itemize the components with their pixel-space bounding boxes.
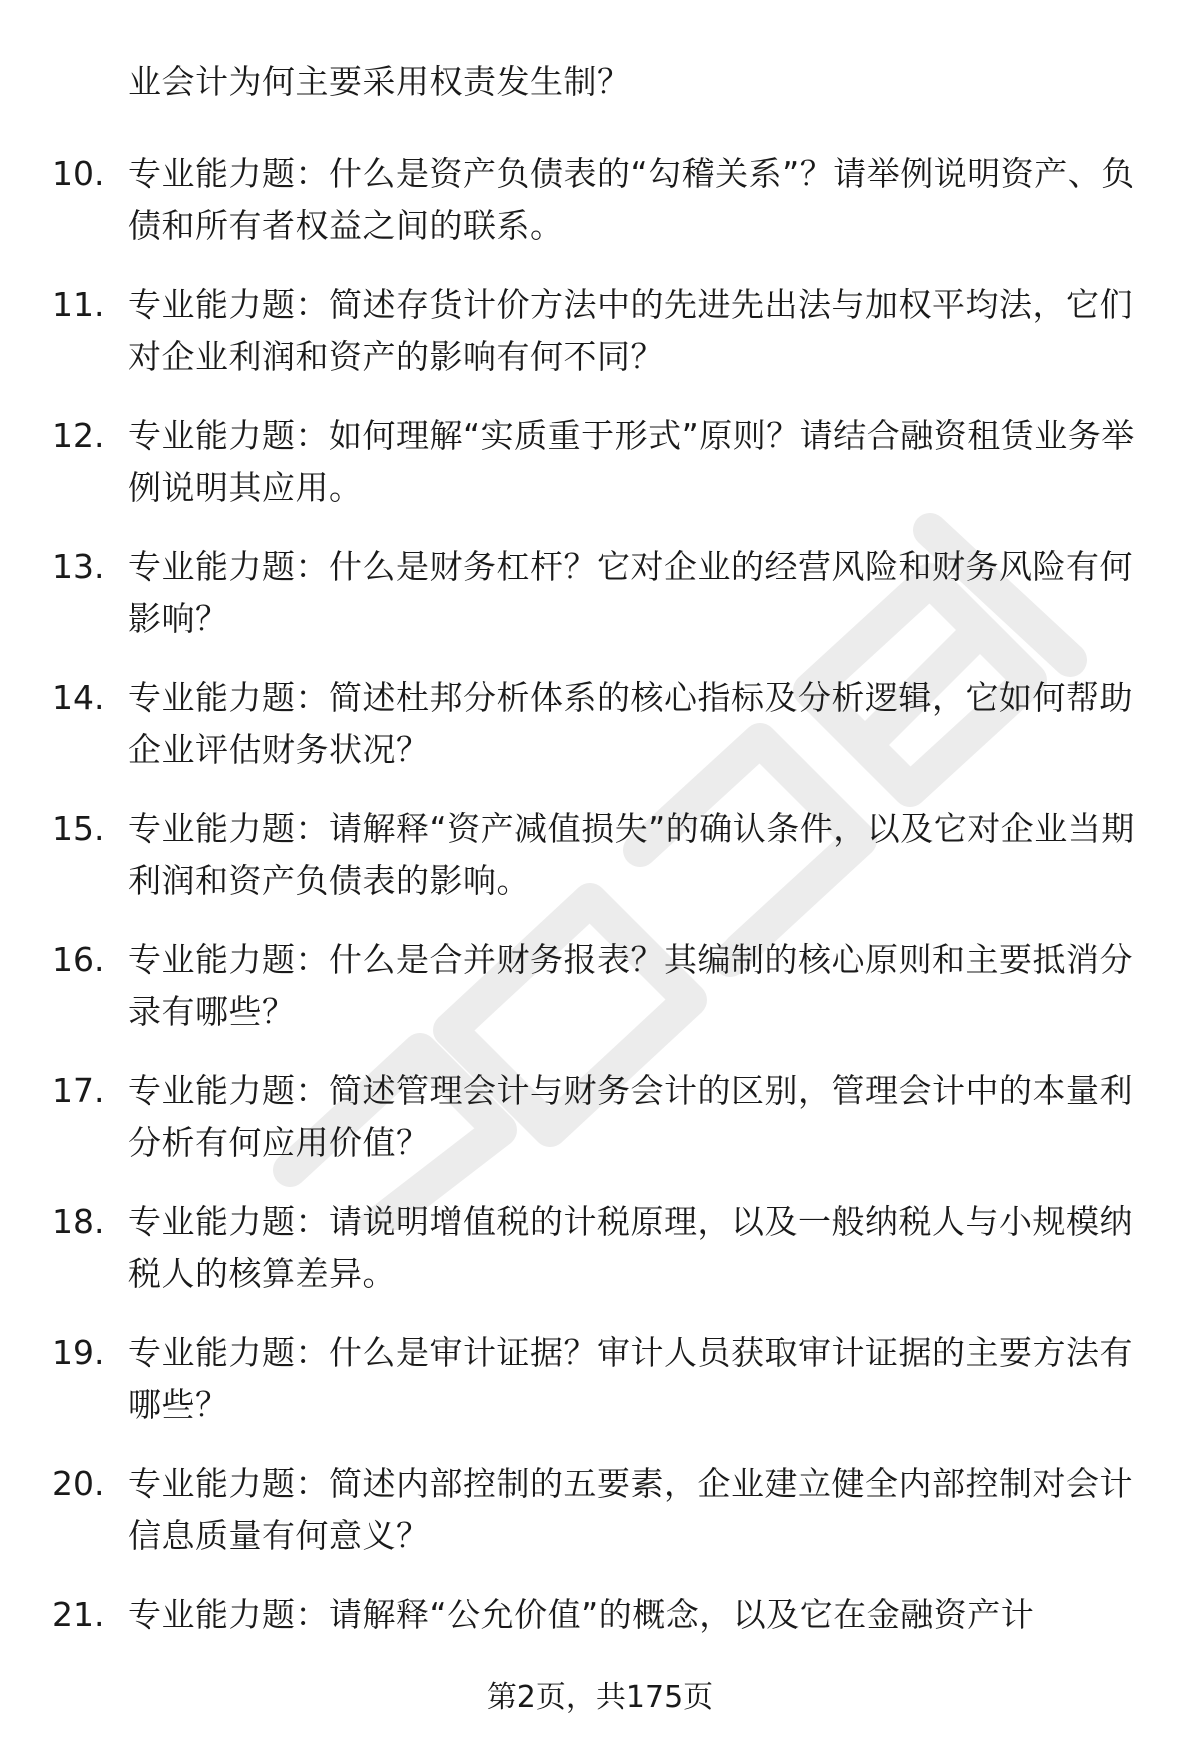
question-number: 12. — [52, 416, 105, 455]
question-text: 专业能力题：什么是审计证据？审计人员获取审计证据的主要方法有哪些？ — [128, 1333, 1133, 1424]
question-number: 11. — [52, 285, 105, 324]
list-item — [0, 803, 1200, 934]
list-item — [0, 541, 1200, 672]
question-text: 专业能力题：什么是资产负债表的“勾稽关系”？请举例说明资产、负债和所有者权益之间的联系。 — [128, 154, 1135, 245]
list-item — [0, 934, 1200, 1065]
question-number: 16. — [52, 940, 105, 979]
question-text: 专业能力题：如何理解“实质重于形式”原则？请结合融资租赁业务举例说明其应用。 — [128, 416, 1135, 507]
list-item — [0, 1327, 1200, 1458]
page-footer: 第2页，共175页 — [486, 1680, 714, 1715]
question-text: 专业能力题：简述内部控制的五要素，企业建立健全内部控制对会计信息质量有何意义？ — [128, 1464, 1133, 1555]
question-text: 专业能力题：什么是财务杠杆？它对企业的经营风险和财务风险有何影响？ — [128, 547, 1133, 638]
question-number: 21. — [52, 1595, 105, 1634]
list-item — [0, 148, 1200, 279]
list-item — [0, 410, 1200, 541]
continued-question-text: 业会计为何主要采用权责发生制？ — [128, 62, 631, 101]
question-number: 14. — [52, 678, 105, 717]
question-number: 17. — [52, 1071, 105, 1110]
question-text: 专业能力题：请解释“公允价值”的概念，以及它在金融资产计 — [128, 1595, 1035, 1634]
question-text: 专业能力题：简述存货计价方法中的先进先出法与加权平均法，它们对企业利润和资产的影响有何不同？ — [128, 285, 1133, 376]
list-item — [0, 1065, 1200, 1196]
question-number: 19. — [52, 1333, 105, 1372]
question-number: 20. — [52, 1464, 105, 1503]
question-list — [0, 148, 1200, 1720]
list-item — [0, 672, 1200, 803]
list-item — [0, 1458, 1200, 1589]
question-number: 18. — [52, 1202, 105, 1241]
list-item — [0, 279, 1200, 410]
question-number: 15. — [52, 809, 105, 848]
question-number: 13. — [52, 547, 105, 586]
question-text: 专业能力题：简述管理会计与财务会计的区别，管理会计中的本量利分析有何应用价值？ — [128, 1071, 1133, 1162]
question-text: 专业能力题：简述杜邦分析体系的核心指标及分析逻辑，它如何帮助企业评估财务状况？ — [128, 678, 1133, 769]
list-item — [0, 1196, 1200, 1327]
question-number: 10. — [52, 154, 105, 193]
question-text: 专业能力题：请解释“资产减值损失”的确认条件，以及它对企业当期利润和资产负债表的影响。 — [128, 809, 1135, 900]
question-text: 专业能力题：什么是合并财务报表？其编制的核心原则和主要抵消分录有哪些？ — [128, 940, 1133, 1031]
question-text: 专业能力题：请说明增值税的计税原理，以及一般纳税人与小规模纳税人的核算差异。 — [128, 1202, 1133, 1293]
